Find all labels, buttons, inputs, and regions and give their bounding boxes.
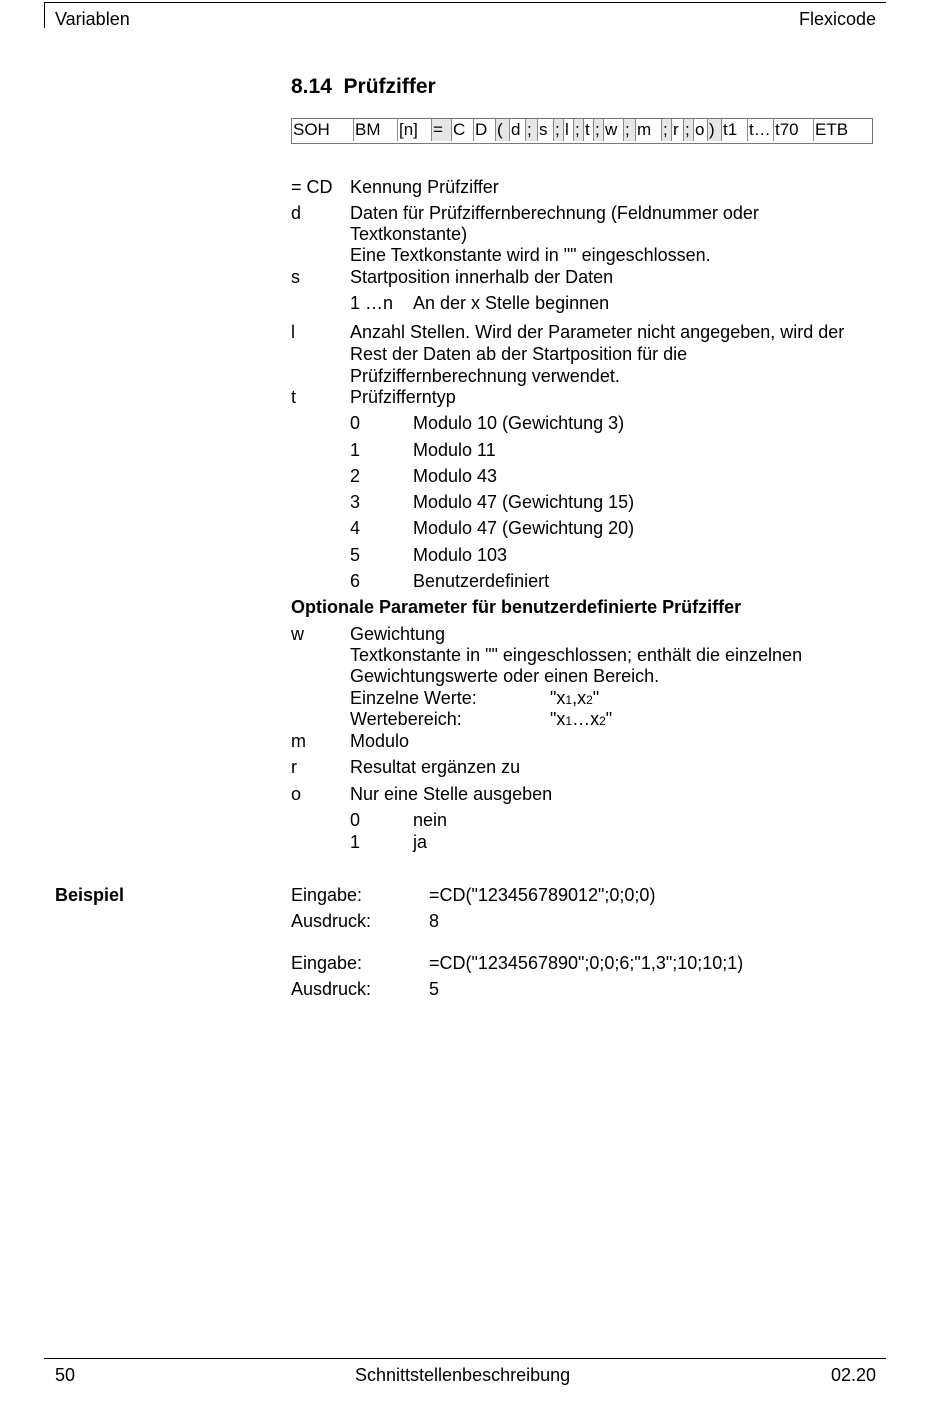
cmd-cell: w — [604, 119, 624, 141]
cmd-cell: t — [584, 119, 594, 141]
param-desc: Eine Textkonstante wird in "" eingeschlossen. — [350, 245, 711, 265]
param-desc: Rest der Daten ab der Startposition für die — [350, 344, 688, 364]
cmd-cell: ; — [574, 119, 584, 141]
header-rule — [44, 2, 886, 3]
example-output-label: Ausdruck: — [291, 911, 372, 931]
option-value: ja — [413, 832, 428, 852]
option-value: Modulo 47 (Gewichtung 20) — [413, 518, 635, 538]
option-value: An der x Stelle beginnen — [413, 293, 610, 313]
cmd-cell: ; — [624, 119, 636, 141]
header-marker — [44, 2, 45, 28]
param-key: o — [291, 784, 302, 804]
param-key: = CD — [291, 177, 333, 197]
example-label: Beispiel — [55, 885, 125, 905]
option-key: 1 — [350, 832, 361, 852]
command-syntax — [291, 118, 873, 144]
param-key: d — [291, 203, 302, 223]
cmd-cell: r — [672, 119, 684, 141]
param-key: s — [291, 267, 300, 287]
param-desc: Gewichtung — [350, 624, 446, 644]
example-input-label: Eingabe: — [291, 953, 363, 973]
option-value: Modulo 43 — [413, 466, 498, 486]
option-key: 1 …n — [350, 293, 394, 313]
option-key: 6 — [350, 571, 361, 591]
header-left: Variablen — [55, 9, 130, 29]
cmd-cell: ; — [684, 119, 694, 141]
weight-range-value: "x1…x2" — [550, 709, 613, 729]
param-key: t — [291, 387, 297, 407]
cmd-cell: = — [432, 119, 452, 141]
cmd-cell: BM — [354, 119, 398, 141]
section-name: Prüfziffer — [343, 75, 436, 98]
optional-heading: Optionale Parameter für benutzerdefinierte Prüfziffer — [291, 597, 742, 617]
example-input-label: Eingabe: — [291, 885, 363, 905]
cmd-cell: l — [564, 119, 574, 141]
cmd-cell: t70 — [774, 119, 814, 141]
weight-single-label: Einzelne Werte: — [350, 688, 477, 708]
header-right: Flexicode — [798, 9, 876, 29]
cmd-cell: ( — [496, 119, 510, 141]
param-key: r — [291, 757, 297, 777]
cmd-cell: o — [694, 119, 708, 141]
footer-date: 02.20 — [830, 1365, 876, 1385]
param-key: l — [291, 322, 295, 342]
option-key: 1 — [350, 440, 361, 460]
cmd-cell: d — [510, 119, 526, 141]
weight-single-value: "x1,x2" — [550, 688, 600, 708]
param-desc: Daten für Prüfziffernberechnung (Feldnummer oder — [350, 203, 759, 223]
param-desc: Nur eine Stelle ausgeben — [350, 784, 553, 804]
cmd-cell: SOH — [292, 119, 354, 141]
param-desc: Modulo — [350, 731, 410, 751]
param-desc: Textkonstante) — [350, 224, 468, 244]
param-desc: Kennung Prüfziffer — [350, 177, 499, 197]
example-output-label: Ausdruck: — [291, 979, 372, 999]
option-key: 0 — [350, 810, 361, 830]
option-key: 4 — [350, 518, 361, 538]
cmd-cell: ) — [708, 119, 722, 141]
option-key: 5 — [350, 545, 361, 565]
param-desc: Gewichtungswerte oder einen Bereich. — [350, 666, 660, 686]
option-key: 0 — [350, 413, 361, 433]
param-desc: Resultat ergänzen zu — [350, 757, 521, 777]
footer-center: Schnittstellenbeschreibung — [355, 1365, 571, 1385]
weight-range-label: Wertebereich: — [350, 709, 462, 729]
option-value: Modulo 103 — [413, 545, 508, 565]
param-desc: Anzahl Stellen. Wird der Parameter nicht angegeben, wird der — [350, 322, 845, 342]
cmd-cell: ; — [554, 119, 564, 141]
cmd-cell: ; — [526, 119, 538, 141]
option-value: Modulo 47 (Gewichtung 15) — [413, 492, 635, 512]
option-value: Benutzerdefiniert — [413, 571, 550, 591]
cmd-cell: ETB — [815, 120, 849, 139]
page-number: 50 — [55, 1365, 76, 1385]
example-input-value: =CD("123456789012";0;0;0) — [429, 885, 656, 905]
section-number: 8.14 — [291, 75, 332, 98]
param-desc: Prüfziffernberechnung verwendet. — [350, 366, 620, 386]
param-desc: Textkonstante in "" eingeschlossen; enthält die einzelnen — [350, 645, 803, 665]
cmd-cell: m — [636, 119, 662, 141]
param-key: m — [291, 731, 306, 751]
section-title — [291, 75, 436, 99]
example-output-value: 8 — [429, 911, 440, 931]
footer-rule — [44, 1358, 886, 1359]
option-key: 3 — [350, 492, 361, 512]
cmd-cell: ; — [662, 119, 672, 141]
option-value: nein — [413, 810, 448, 830]
example-input-value: =CD("1234567890";0;0;6;"1,3";10;10;1) — [429, 953, 744, 973]
cmd-cell: s — [538, 119, 554, 141]
option-key: 2 — [350, 466, 361, 486]
option-value: Modulo 10 (Gewichtung 3) — [413, 413, 625, 433]
cmd-cell: t… — [748, 119, 774, 141]
option-value: Modulo 11 — [413, 440, 496, 460]
cmd-cell: C — [452, 119, 474, 141]
param-desc: Startposition innerhalb der Daten — [350, 267, 614, 287]
param-key: w — [291, 624, 304, 644]
example-output-value: 5 — [429, 979, 440, 999]
cmd-cell: ; — [594, 119, 604, 141]
cmd-cell: t1 — [722, 119, 748, 141]
cmd-cell: [n] — [398, 119, 432, 141]
param-desc: Prüfzifferntyp — [350, 387, 456, 407]
cmd-cell: D — [474, 119, 496, 141]
